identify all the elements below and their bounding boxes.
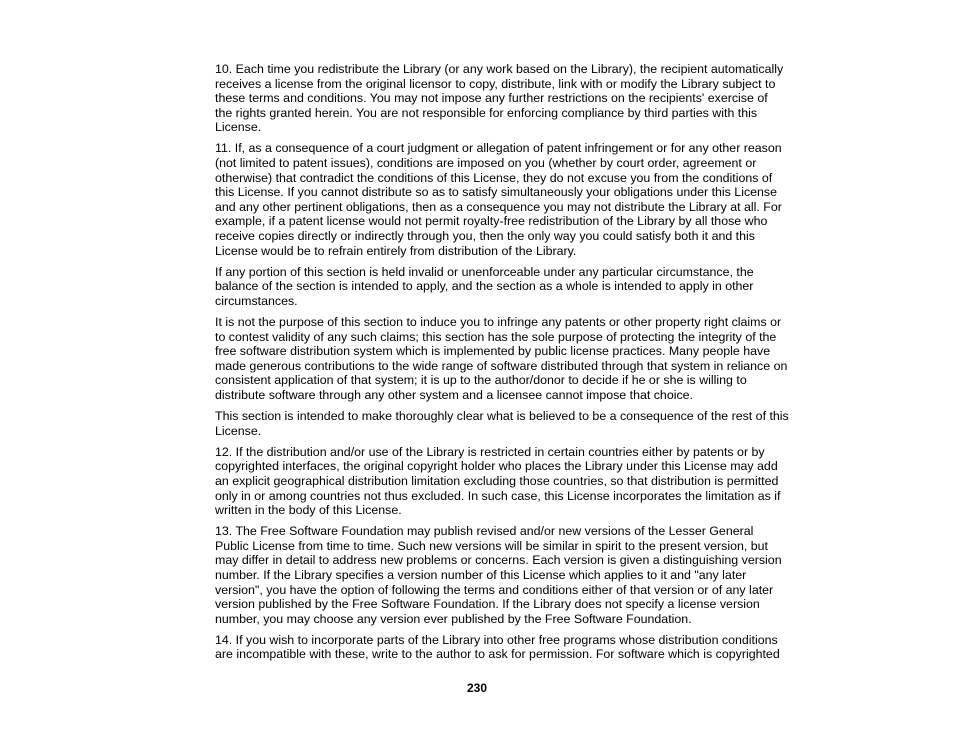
text-line: free software distribution system which is implemented by public license practices. Many people have	[215, 344, 771, 359]
text-line: receive copies directly or indirectly through you, then the only way you could satisfy both it and this	[215, 229, 755, 244]
text-line: version", you have the option of following the terms and conditions either of that version or of any later	[215, 582, 774, 597]
text-line: these terms and conditions. You may not impose any further restrictions on the recipients' exercise of	[215, 91, 768, 106]
text-line: License would be to refrain entirely from distribution of the Library.	[215, 243, 577, 258]
text-line: are incompatible with these, write to the author to ask for permission. For software which is copyrighted	[215, 647, 780, 662]
text-line: License.	[215, 120, 262, 135]
text-line: number. If the Library specifies a version number of this License which applies to it and "any later	[215, 568, 747, 582]
paragraph-13	[215, 524, 825, 626]
paragraph-14	[215, 633, 825, 662]
text-line: to contest validity of any such claims; this section has the sole purpose of protecting the integrity of the	[215, 329, 777, 344]
text-line: License.	[215, 423, 262, 438]
text-line: version published by the Free Software Foundation. If the Library does not specify a license version	[215, 597, 760, 612]
paragraph-10	[215, 62, 825, 135]
document-body	[215, 62, 825, 669]
text-line: this License. If you cannot distribute so as to satisfy simultaneously your obligations under this License	[215, 185, 778, 200]
text-line: It is not the purpose of this section to induce you to infringe any patents or other property right claims or	[215, 315, 782, 329]
text-line: circumstances.	[215, 293, 298, 308]
text-line: copyrighted interfaces, the original copyright holder who places the Library under this License may add	[215, 459, 778, 474]
text-line: an explicit geographical distribution limitation excluding those countries, so that distribution is permitted	[215, 473, 779, 488]
text-line: 10. Each time you redistribute the Library (or any work based on the Library), the recipient automatically	[215, 62, 784, 76]
text-line: made generous contributions to the wide range of software distributed through that system in reliance on	[215, 358, 788, 373]
text-line: otherwise) that contradict the conditions of this License, they do not excuse you from the conditions of	[215, 170, 773, 185]
text-line: receives a license from the original licensor to copy, distribute, link with or modify the Library subject to	[215, 76, 776, 91]
text-line: This section is intended to make thoroughly clear what is believed to be a consequence of the rest of this	[215, 409, 789, 424]
page-number: 230	[466, 681, 488, 695]
text-line: consistent application of that system; it is up to the author/donor to decide if he or she is willing to	[215, 373, 747, 388]
paragraph-11	[215, 141, 825, 258]
text-line: and any other pertinent obligations, then as a consequence you may not distribute the Library at all. For	[215, 199, 782, 214]
text-line: number, you may choose any version ever published by the Free Software Foundation.	[215, 611, 692, 626]
paragraph-invalid-portion	[215, 265, 825, 309]
paragraph-section-purpose	[215, 315, 825, 403]
text-line: 11. If, as a consequence of a court judgment or allegation of patent infringement or for any other reason	[215, 141, 782, 156]
text-line: written in the body of this License.	[215, 503, 402, 518]
text-line: Public License from time to time. Such new versions will be similar in spirit to the present version, but	[215, 538, 768, 553]
text-line: 13. The Free Software Foundation may publish revised and/or new versions of the Lesser General	[215, 524, 754, 539]
text-line: distribute software through any other system and a licensee cannot impose that choice.	[215, 387, 693, 402]
text-line: the rights granted herein. You are not responsible for enforcing compliance by third parties with this	[215, 105, 758, 120]
text-line: If any portion of this section is held invalid or unenforceable under any particular circumstance, the	[215, 264, 754, 279]
paragraph-section-intent	[215, 409, 825, 438]
text-line: may differ in detail to address new problems or concerns. Each version is given a distinguishing version	[215, 553, 782, 568]
text-line: 14. If you wish to incorporate parts of the Library into other free programs whose distribution conditions	[215, 632, 778, 647]
text-line: example, if a patent license would not permit royalty-free redistribution of the Library by all those who	[215, 214, 768, 229]
text-line: (not limited to patent issues), conditions are imposed on you (whether by court order, agreement or	[215, 156, 757, 171]
text-line: only in or among countries not thus excluded. In such case, this License incorporates the limitation as if	[215, 488, 781, 503]
paragraph-12	[215, 445, 825, 518]
text-line: 12. If the distribution and/or use of the Library is restricted in certain countries either by patents or by	[215, 444, 765, 459]
text-line: balance of the section is intended to apply, and the section as a whole is intended to apply in other	[215, 279, 754, 294]
